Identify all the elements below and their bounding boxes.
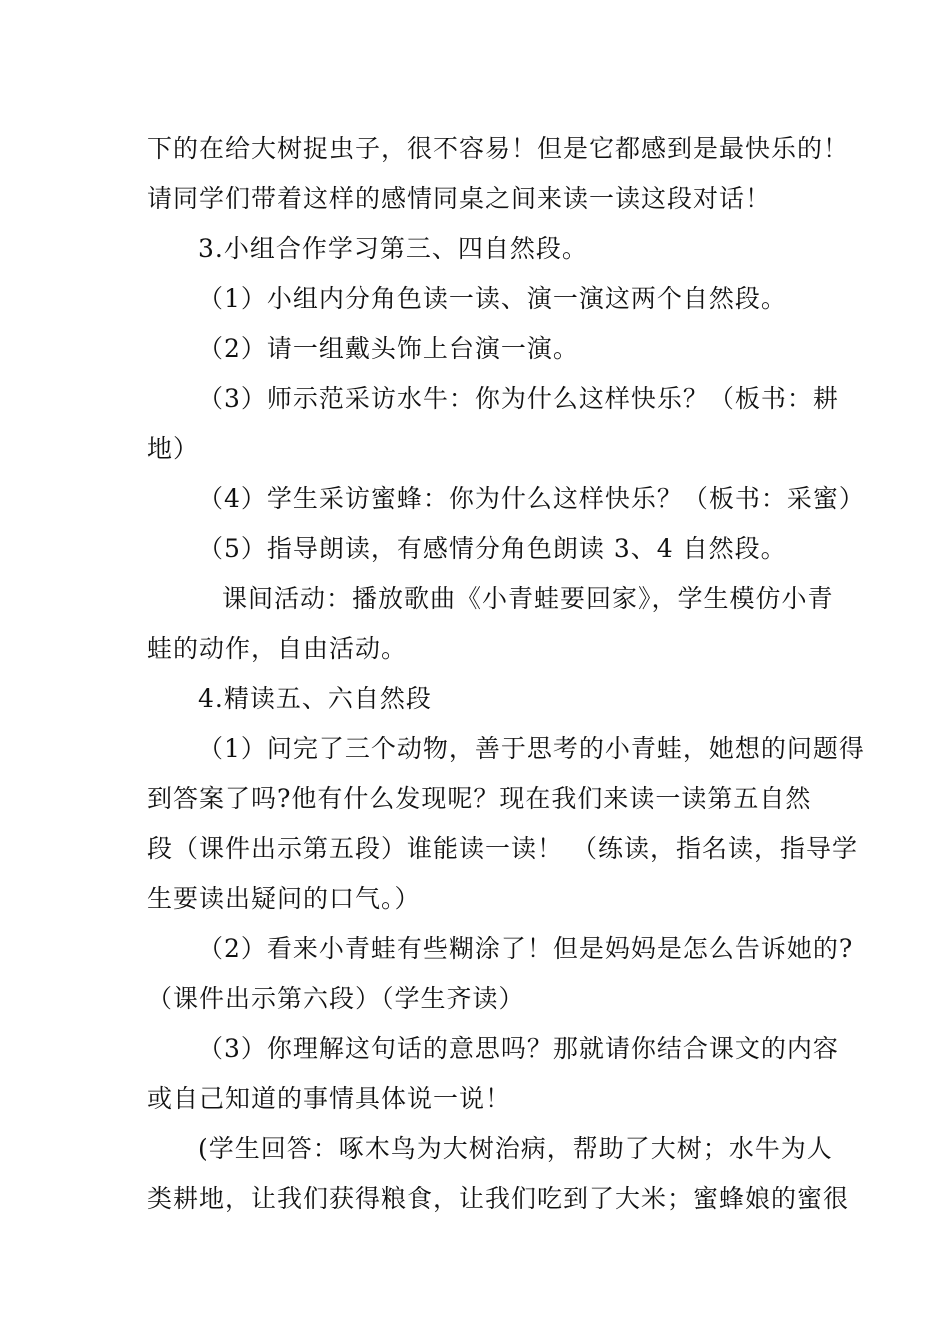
text-line: （3）你理解这句话的意思吗？那就请你结合课文的内容	[198, 1034, 839, 1063]
text-line: 蛙的动作，自由活动。	[147, 634, 408, 663]
text-line: （3）师示范采访水牛：你为什么这样快乐？（板书：耕	[198, 384, 839, 413]
text-line: （课件出示第六段）（学生齐读）	[147, 984, 525, 1013]
text-line: 类耕地，让我们获得粮食，让我们吃到了大米；蜜蜂娘的蜜很	[147, 1184, 850, 1213]
text-line: （1）小组内分角色读一读、演一演这两个自然段。	[198, 284, 787, 313]
text-line: (学生回答：啄木鸟为大树治病，帮助了大树；水牛为人	[198, 1134, 833, 1163]
text-line: （4）学生采访蜜蜂：你为什么这样快乐？（板书：采蜜）	[198, 484, 865, 513]
text-line: 到答案了吗?他有什么发现呢？现在我们来读一读第五自然	[147, 784, 812, 813]
text-line: （2）请一组戴头饰上台演一演。	[198, 334, 579, 363]
text-line: （2）看来小青蛙有些糊涂了！但是妈妈是怎么告诉她的?	[198, 934, 854, 963]
section-heading: 4.精读五、六自然段	[198, 684, 432, 713]
text-line: 段（课件出示第五段）谁能读一读！ （练读，指名读，指导学	[147, 834, 858, 863]
text-line: 或自己知道的事情具体说一说！	[147, 1084, 512, 1113]
section-heading: 3.小组合作学习第三、四自然段。	[198, 234, 588, 263]
text-line: （1）问完了三个动物，善于思考的小青蛙，她想的问题得	[198, 734, 865, 763]
text-line: （5）指导朗读，有感情分角色朗读 3、4 自然段。	[198, 534, 787, 563]
text-line: 下的在给大树捉虫子，很不容易！但是它都感到是最快乐的！	[147, 134, 850, 163]
text-line: 地）	[147, 434, 200, 463]
text-line: 生要读出疑问的口气。）	[147, 884, 421, 913]
text-line: 课间活动：播放歌曲《小青蛙要回家》，学生模仿小青	[222, 584, 834, 613]
text-line: 请同学们带着这样的感情同桌之间来读一读这段对话！	[147, 184, 772, 213]
